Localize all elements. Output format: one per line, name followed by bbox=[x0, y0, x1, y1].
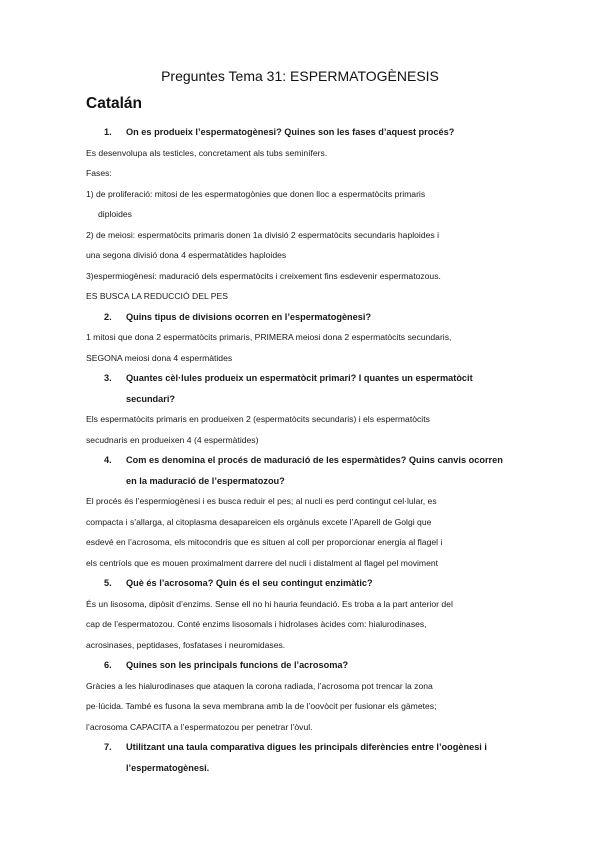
question-3 bbox=[86, 368, 526, 409]
answer-line: compacta i s’allarga, al citoplasma desapareicen els orgànuls excete l’Aparell de Golgi que bbox=[86, 516, 432, 527]
document-body bbox=[86, 122, 526, 778]
answer-line: SEGONA meiosi dona 4 espermàtides bbox=[86, 352, 233, 363]
answer-line: 1 mitosi que dona 2 espermatòcits primaris, PRIMERA meiosi dona 2 espermatòcits secundaris, bbox=[86, 332, 452, 342]
answer-line: Els espermatòcits primaris en produeixen 2 (espermatòcits secundaris) i els espermatòcits bbox=[86, 414, 430, 424]
question-text-line: Com es denomina el procés de maduració de les espermàtides? Quins canvis ocorren bbox=[126, 455, 503, 465]
question-number: 2. bbox=[104, 311, 112, 322]
question-text-line: en la maduració de l’espermatozou? bbox=[126, 475, 285, 486]
question-number: 3. bbox=[104, 373, 112, 383]
answer-line: ES BUSCA LA REDUCCIÓ DEL PES bbox=[86, 291, 229, 301]
answer-line: secudnaris en produeixen 4 (4 espermàtides) bbox=[86, 434, 259, 445]
answer-line: una segona divisió dona 4 espermatàtides haploides bbox=[86, 250, 287, 260]
answer-line: Gràcies a les hialurodinases que ataquen la corona radiada, l’acrosoma pot trencar la zona bbox=[86, 680, 433, 691]
answer-line: El procés és l’espermiogènesi i es busca reduir el pes; al nucli es perd contingut cel·lular, es bbox=[86, 496, 437, 506]
document-title: Preguntes Tema 31: ESPERMATOGÈNESIS bbox=[161, 68, 439, 84]
answer-line: És un lisosoma, dipòsit d’enzims. Sense ell no hi hauria feundació. Es troba a la part anterior del bbox=[86, 598, 453, 609]
answer-line: diploides bbox=[98, 209, 132, 219]
answer-line: 1) de proliferació: mitosi de les espermatogònies que donen lloc a espermatòcits primaris bbox=[86, 188, 426, 199]
answer-line: Es desenvolupa als testicles, concretament als tubs seminífers. bbox=[86, 147, 328, 158]
language-heading: Catalán bbox=[86, 95, 142, 112]
question-text: Quines son les principals funcions de l’acrosoma? bbox=[126, 660, 349, 670]
question-2 bbox=[86, 307, 526, 328]
question-5 bbox=[86, 573, 526, 594]
answer-line: 3)espermiogènesi: maduració dels espermatòcits i creixement fins esdevenir espermatozous. bbox=[86, 270, 441, 281]
question-text-line: Quantes cèl·lules produeix un espermatòcit primari? I quantes un espermatòcit bbox=[126, 373, 473, 383]
answer-line: pe·lúcida. També es fusona la seva membrana amb la de l’oovòcit per fusionar els gàmetes; bbox=[86, 701, 437, 711]
question-number: 5. bbox=[104, 578, 112, 588]
question-text: Quins tipus de divisions ocorren en l’espermatogènesi? bbox=[126, 311, 372, 322]
question-text bbox=[124, 450, 526, 491]
answer-line: l’acrosoma CAPACITA a l’espermatozou per penetrar l’òvul. bbox=[86, 721, 313, 732]
answer-line: Fases: bbox=[86, 168, 112, 178]
question-text: On es produeix l’espermatogènesi? Quines son les fases d’aquest procés? bbox=[126, 127, 455, 137]
answer-line: cap de l’espermatozou. Conté enzims lisosomals i hidrolases àcides com: hialurodinases, bbox=[86, 619, 427, 629]
question-6 bbox=[86, 655, 526, 676]
answer-line: 2) de meiosi: espermatòcits primaris donen 1a divisió 2 espermatòcits secundaris haploides i bbox=[86, 229, 439, 240]
question-text bbox=[124, 368, 526, 409]
question-number: 6. bbox=[104, 660, 112, 670]
question-text-line: Utilitzant una taula comparativa digues les principals diferències entre l’oogènesi i bbox=[126, 742, 487, 752]
answer-line: esdevé en l’acrosoma, els mitocondris que es situen al coll per proporcionar energia al flagel i bbox=[86, 537, 443, 547]
question-4 bbox=[86, 450, 526, 491]
question-number: 1. bbox=[104, 127, 112, 137]
question-text bbox=[124, 737, 526, 778]
question-1 bbox=[86, 122, 526, 143]
answer-line: els centríols que es mouen proximalment darrere del nucli i distalment al flagel pel moviment bbox=[86, 557, 439, 568]
question-number: 7. bbox=[104, 742, 112, 752]
question-text-line: l’espermatogènesi. bbox=[126, 762, 210, 773]
question-number: 4. bbox=[104, 455, 112, 465]
question-text-line: secundari? bbox=[126, 393, 176, 404]
question-text: Què és l’acrosoma? Quin és el seu contingut enzimàtic? bbox=[126, 578, 373, 588]
answer-line: acrosinases, peptidases, fosfatases i neuromidases. bbox=[86, 639, 286, 650]
question-7 bbox=[86, 737, 526, 778]
